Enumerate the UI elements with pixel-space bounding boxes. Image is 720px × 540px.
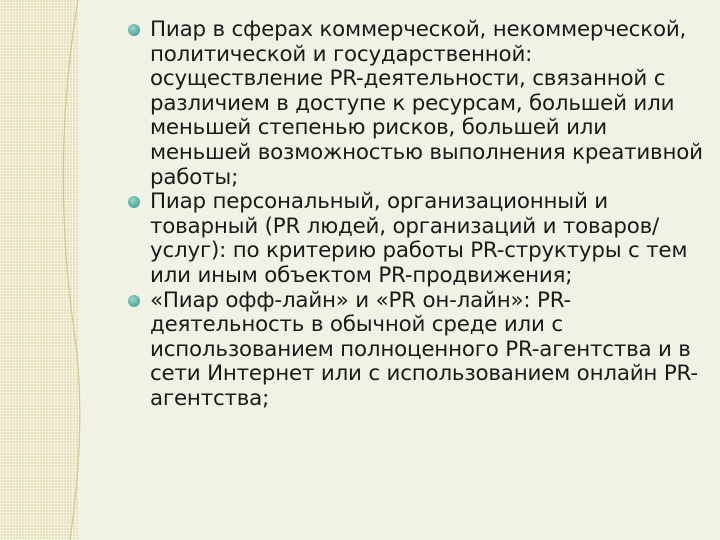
bullet-item (128, 190, 706, 288)
bullet-text: «Пиар офф-лайн» и «PR он-лайн»: PR-деятельность в обычной среде или с использованием полноценного PR-агентства и в сети Интернет или с использованием онлайн PR-агентства; (150, 287, 698, 411)
bullet-circle-icon (128, 196, 140, 208)
bullet-item (128, 18, 706, 190)
slide-content (128, 18, 706, 412)
bullet-circle-icon (128, 295, 140, 307)
bullet-circle-icon (128, 24, 140, 36)
bullet-item (128, 289, 706, 412)
bullet-text: Пиар персональный, организационный и товарный (PR людей, организаций и товаров/услуг): по критерию работы PR-структуры с тем или иным объектом PR-продвижения; (150, 189, 688, 288)
bullet-list (128, 18, 706, 412)
decorative-curve (0, 0, 100, 540)
bullet-text: Пиар в сферах коммерческой, некоммерческой, политической и государственной: осуществление PR-деятельности, связанной с различием в доступе к ресурсам, большей или меньшей степенью рисков, большей или меньшей возможностью выполнения креативной работы; (150, 17, 703, 190)
